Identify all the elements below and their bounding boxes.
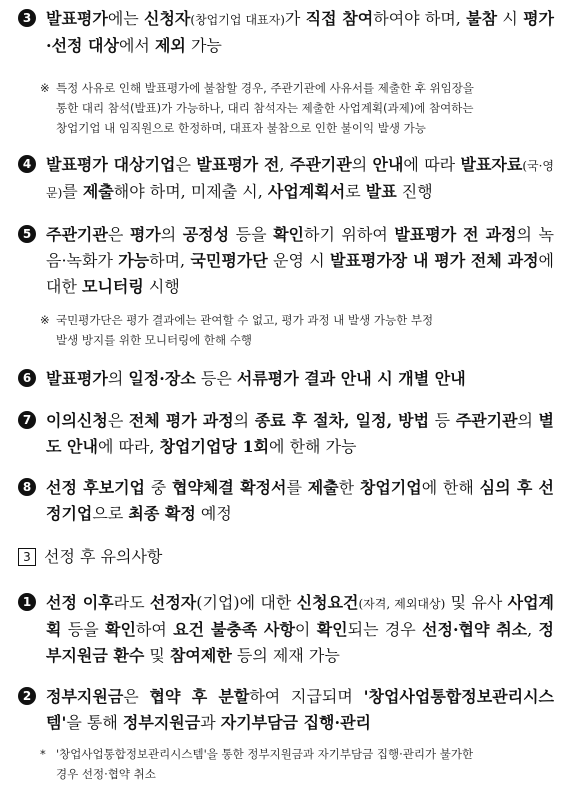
emphasis-text: 발표자료	[460, 155, 523, 174]
text-span: 가능	[185, 36, 222, 55]
text-span: 중	[145, 478, 173, 497]
item-text	[46, 684, 554, 736]
emphasis-text: 신청요건	[296, 593, 359, 612]
emphasis-text: 주관기관	[46, 225, 108, 244]
text-span: ,	[527, 620, 539, 639]
item-text	[46, 152, 554, 206]
note-line: 창업기업 내 임직원으로 한정하며, 대표자 불참으로 인한 불이익 발생 가능	[56, 121, 426, 135]
emphasis-text: 창업기업	[359, 478, 422, 497]
item-text	[46, 408, 554, 460]
text-span: 하여야 하며,	[373, 9, 467, 28]
emphasis-text: 발표평가장 내 평가 전체 과정	[329, 251, 539, 270]
text-span: 은	[107, 411, 129, 430]
text-span: 해야 하며, 미제출 시,	[113, 182, 268, 201]
item-text	[46, 6, 554, 59]
text-span: 의	[233, 411, 255, 430]
text-span: 에 대한	[46, 251, 554, 296]
emphasis-text: 제출	[307, 478, 339, 497]
note-line: 국민평가단은 평가 결과에는 관여할 수 없고, 평가 과정 내 발생 가능한 부정	[56, 313, 434, 327]
emphasis-text: 사업계획서	[267, 182, 346, 201]
emphasis-text: 심의 후 선정기업	[46, 478, 554, 523]
note-system	[40, 744, 550, 784]
emphasis-text: 가능	[118, 251, 150, 270]
post-item-2	[18, 684, 554, 736]
emphasis-text: 별도 안내	[46, 411, 554, 456]
text-span: 의	[160, 225, 183, 244]
text-span: 한	[338, 478, 360, 497]
emphasis-text: 모니터링	[82, 277, 144, 296]
emphasis-text: 확인	[105, 620, 136, 639]
item-4	[18, 152, 554, 206]
emphasis-text: 종료 후 절차, 일정, 방법	[254, 411, 430, 430]
emphasis-text: 발표평가 전 과정	[394, 225, 517, 244]
item-text	[46, 590, 554, 669]
note-mark: *	[40, 747, 46, 761]
section-heading	[18, 545, 162, 569]
emphasis-text: 확인	[273, 225, 304, 244]
note-line: 통한 대리 참석(발표)가 가능하나, 대리 참석자는 제출한 사업계획(과제)에 참여하는	[56, 101, 474, 115]
emphasis-text: 주관기관	[455, 411, 518, 430]
text-span: 하여	[135, 620, 174, 639]
text-span: 의 녹음·녹화가	[46, 225, 554, 270]
text-span: 하며,	[149, 251, 191, 270]
emphasis-text: 제출	[82, 182, 114, 201]
emphasis-text: 창업기업당 1회	[159, 437, 270, 456]
text-span: 의	[351, 155, 373, 174]
emphasis-text: 선정 후보기업	[46, 478, 145, 497]
emphasis-text: 참여제한	[169, 646, 232, 665]
emphasis-text: 평가·선정 대상	[46, 9, 554, 55]
text-span: 시행	[143, 277, 180, 296]
emphasis-text: 평가	[129, 225, 161, 244]
text-span: 에는	[107, 9, 145, 28]
note-attendance	[40, 78, 550, 138]
emphasis-text: 국민평가단	[190, 251, 268, 270]
text-span: 의	[107, 369, 129, 388]
item-5	[18, 222, 554, 300]
text-span: 가	[284, 9, 306, 28]
emphasis-text: 확인	[316, 620, 348, 639]
emphasis-text: 사업계획	[46, 593, 554, 639]
text-span: 의	[517, 411, 539, 430]
emphasis-text: 발표평가 대상기업	[46, 155, 176, 174]
emphasis-text: '창업사업통합정보관리시스템'	[46, 687, 554, 732]
emphasis-text: 발표	[365, 182, 397, 201]
emphasis-text: 선정자	[149, 593, 197, 612]
emphasis-text: 일정·장소	[128, 369, 196, 388]
emphasis-text: 최종 확정	[128, 504, 196, 523]
emphasis-text: 신청자	[144, 9, 191, 28]
emphasis-text: 불참	[466, 9, 498, 28]
emphasis-text: 선정·협약 취소	[422, 620, 528, 639]
text-span: 은	[175, 155, 197, 174]
text-span: 은	[107, 225, 130, 244]
text-span: 하여 지급되며	[249, 687, 364, 706]
text-span: 으로	[92, 504, 129, 523]
text-span: 을 통해	[66, 713, 123, 732]
circled-number: 4	[18, 155, 36, 173]
emphasis-text: 제외	[154, 36, 186, 55]
emphasis-text: 발표평가 전	[196, 155, 280, 174]
note-line: 경우 선정·협약 취소	[56, 767, 156, 781]
emphasis-text: 전체 평가 과정	[128, 411, 234, 430]
emphasis-text: 주관기관	[289, 155, 352, 174]
section-title: 선정 후 유의사항	[44, 547, 163, 566]
emphasis-text: 정부지원금	[122, 713, 201, 732]
text-span: 에 따라,	[97, 437, 160, 456]
item-3	[18, 6, 554, 59]
note-line: 특정 사유로 인해 발표평가에 불참할 경우, 주관기관에 사유서를 제출한 후 위임장을	[56, 81, 474, 95]
emphasis-text: 선정 이후	[46, 593, 114, 612]
text-span: 에서	[118, 36, 155, 55]
text-span: 되는 경우	[347, 620, 423, 639]
emphasis-text: 정부지원금	[46, 687, 124, 706]
text-span: 등은	[195, 369, 237, 388]
text-span: 등의 제재 가능	[231, 646, 340, 665]
text-span: 등을	[61, 620, 105, 639]
emphasis-text: 발표평가	[46, 369, 108, 388]
circled-number: 5	[18, 225, 36, 243]
emphasis-text: 자기부담금 집행·관리	[220, 713, 371, 732]
item-7	[18, 408, 554, 460]
item-8	[18, 475, 554, 527]
circled-number: 1	[18, 593, 36, 611]
emphasis-text: 이의신청	[46, 411, 108, 430]
circled-number: 3	[18, 9, 36, 27]
emphasis-text: 요건 불충족 사항	[173, 620, 295, 639]
emphasis-text: 협약 후 분할	[149, 687, 250, 706]
emphasis-text: 서류평가 결과 안내 시 개별 안내	[236, 369, 466, 388]
text-span: 예정	[195, 504, 232, 523]
text-span: (국·영문)	[46, 159, 555, 200]
text-span: 에 한해	[421, 478, 480, 497]
emphasis-text: 정부지원금 환수	[46, 620, 555, 665]
emphasis-text: 직접 참여	[305, 9, 374, 28]
note-line: '창업사업통합정보관리시스템'을 통한 정부지원금과 자기부담금 집행·관리가 불가한	[56, 747, 474, 761]
text-span: 과	[200, 713, 221, 732]
item-text	[46, 366, 554, 392]
text-span: 하기 위하여	[303, 225, 395, 244]
text-span: 를	[286, 478, 308, 497]
circled-number: 8	[18, 478, 36, 496]
text-span: 시	[497, 9, 524, 28]
note-mark: ※	[40, 81, 50, 95]
section-number-box: 3	[18, 548, 36, 566]
note-mark: ※	[40, 313, 50, 327]
text-span: (창업기업 대표자)	[190, 13, 285, 27]
text-span: 은	[123, 687, 150, 706]
item-text	[46, 475, 554, 527]
post-item-1	[18, 590, 554, 669]
text-span: 로	[345, 182, 366, 201]
text-span: 에 한해 가능	[269, 437, 357, 456]
item-6	[18, 366, 554, 392]
note-line: 발생 방지를 위한 모니터링에 한해 수행	[56, 333, 253, 347]
text-span: 등을	[229, 225, 274, 244]
circled-number: 2	[18, 687, 36, 705]
text-span: 를	[62, 182, 83, 201]
emphasis-text: 공정성	[182, 225, 230, 244]
text-span: (자격, 제외대상)	[358, 597, 446, 611]
emphasis-text: 발표평가	[46, 9, 108, 28]
text-span: 에 따라	[403, 155, 461, 174]
text-span: 및 유사	[445, 593, 508, 612]
emphasis-text: 안내	[372, 155, 404, 174]
text-span: 라도	[113, 593, 150, 612]
text-span: 진행	[396, 182, 433, 201]
text-span: ,	[279, 155, 290, 174]
note-citizen-panel	[40, 310, 550, 350]
circled-number: 6	[18, 369, 36, 387]
text-span: 및	[144, 646, 170, 665]
text-span: 등	[429, 411, 456, 430]
text-span: (기업)에 대한	[196, 593, 297, 612]
item-text	[46, 222, 554, 300]
circled-number: 7	[18, 411, 36, 429]
text-span: 운영 시	[267, 251, 330, 270]
emphasis-text: 협약체결 확정서	[172, 478, 287, 497]
text-span: 이	[294, 620, 317, 639]
